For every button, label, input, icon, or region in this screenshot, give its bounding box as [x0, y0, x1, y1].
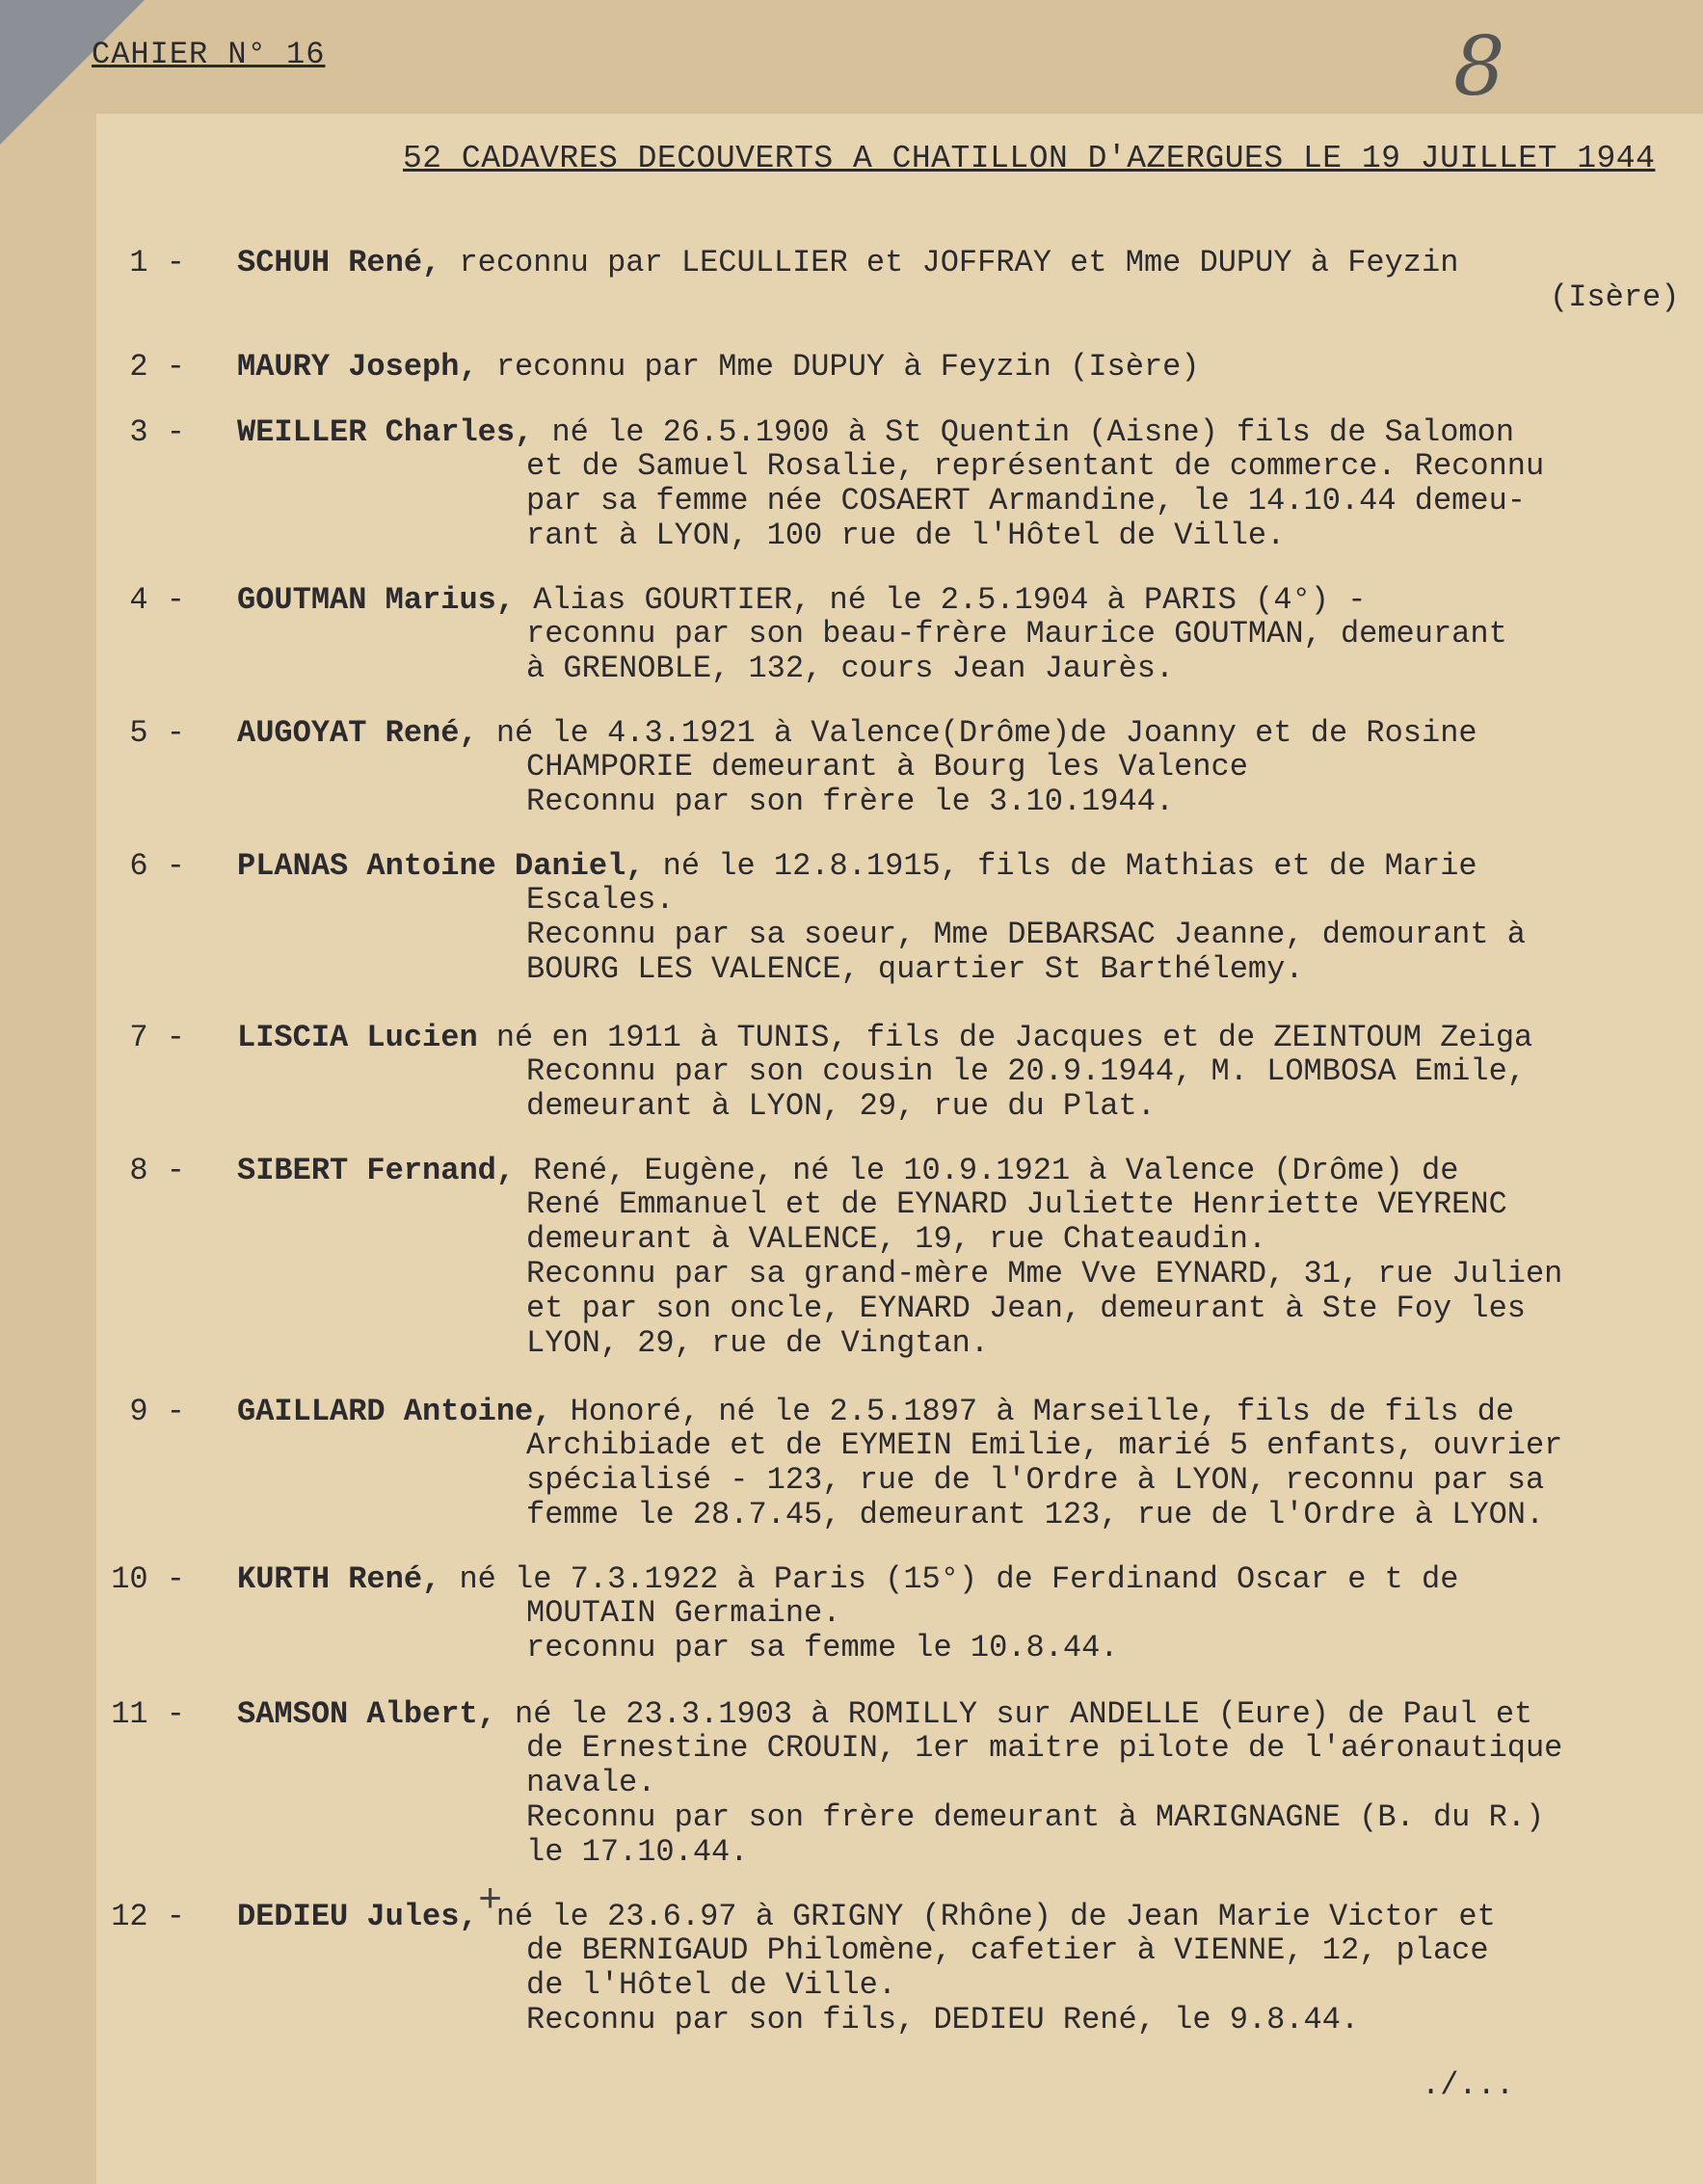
entry-number: 12 - — [111, 1899, 185, 1934]
entry-name: GOUTMAN Marius, — [237, 582, 516, 618]
entry-name: WEILLER Charles, — [237, 414, 534, 450]
entry-text: Honoré, né le 2.5.1897 à Marseille, fils de fils de — [570, 1394, 1515, 1429]
text-line: spécialisé - 123, rue de l'Ordre à LYON, reconnu par sa — [526, 1462, 1545, 1498]
text-line: demeurant à VALENCE, 19, rue Chateaudin. — [526, 1221, 1267, 1257]
text-line: CHAMPORIE demeurant à Bourg les Valence — [526, 749, 1248, 785]
entry-number: 5 - — [129, 715, 185, 751]
entry-text: né le 7.3.1922 à Paris (15°) de Ferdinand Oscar e t de — [459, 1561, 1459, 1597]
text-line: et de Samuel Rosalie, représentant de commerce. Reconnu — [526, 448, 1545, 484]
entry-number: 9 - — [129, 1394, 185, 1429]
entry-first-line — [237, 349, 1200, 385]
entry-first-line — [237, 1394, 1514, 1429]
entry-text: né en 1911 à TUNIS, fils de Jacques et de ZEINTOUM Zeiga — [495, 1020, 1533, 1055]
text-line: demeurant à LYON, 29, rue du Plat. — [526, 1088, 1156, 1124]
text-line: Escales. — [526, 882, 675, 918]
entry-first-line — [237, 1899, 1496, 1934]
text-line: rant à LYON, 100 rue de l'Hôtel de Ville. — [526, 518, 1286, 553]
text-line: Reconnu par son fils, DEDIEU René, le 9.8.44. — [526, 2002, 1360, 2038]
text-line: Archibiade et de EYMEIN Emilie, marié 5 enfants, ouvrier — [526, 1427, 1563, 1463]
entry-continuation — [526, 1054, 1526, 1124]
entry-number: 11 - — [111, 1696, 185, 1732]
text-line: BOURG LES VALENCE, quartier St Barthélemy. — [526, 951, 1304, 987]
text-line: Reconnu par son frère demeurant à MARIGNAGNE (B. du R.) — [526, 1799, 1545, 1835]
entry-first-line — [237, 582, 1366, 618]
entry-name: MAURY Joseph, — [237, 349, 478, 385]
entry-text: né le 26.5.1900 à St Quentin (Aisne) fils de Salomon — [551, 414, 1515, 450]
text-line: René Emmanuel et de EYNARD Juliette Henriette VEYRENC — [526, 1186, 1507, 1222]
entry-name: SAMSON Albert, — [237, 1696, 496, 1732]
entry-number: 3 - — [129, 414, 185, 450]
text-line: Reconnu par son frère le 3.10.1944. — [526, 784, 1175, 819]
text-line: par sa femme née COSAERT Armandine, le 14.10.44 demeu- — [526, 483, 1526, 519]
text-line: Reconnu par sa soeur, Mme DEBARSAC Jeanne, demourant à — [526, 917, 1526, 952]
text-line: LYON, 29, rue de Vingtan. — [526, 1325, 990, 1361]
entry-number: 8 - — [129, 1153, 185, 1188]
entry-name: AUGOYAT René, — [237, 715, 478, 751]
entry-continuation — [526, 449, 1544, 553]
entry-first-line — [237, 1020, 1532, 1055]
text-line: MOUTAIN Germaine. — [526, 1595, 841, 1631]
entry-name: SIBERT Fernand, — [237, 1153, 516, 1188]
entry-text: né le 23.3.1903 à ROMILLY sur ANDELLE (Eure) de Paul et — [515, 1696, 1533, 1732]
entry-name: GAILLARD Antoine, — [237, 1394, 552, 1429]
text-line: de Ernestine CROUIN, 1er maitre pilote de l'aéronautique — [526, 1730, 1563, 1766]
entry-name: KURTH René, — [237, 1561, 441, 1597]
text-line: de l'Hôtel de Ville. — [526, 1967, 897, 2003]
entry-name: PLANAS Antoine Daniel, — [237, 848, 645, 884]
entry-text: Alias GOURTIER, né le 2.5.1904 à PARIS (4°) - — [533, 582, 1367, 618]
entry-number: 2 - — [129, 349, 185, 385]
entry-first-line — [237, 1153, 1458, 1188]
entry-name: DEDIEU Jules, — [237, 1899, 478, 1934]
text-line: reconnu par son beau-frère Maurice GOUTMAN, demeurant — [526, 616, 1507, 652]
entry-continuation — [526, 1187, 1562, 1361]
entry-first-line — [237, 715, 1477, 751]
entry-text: reconnu par Mme DUPUY à Feyzin (Isère) — [495, 349, 1200, 385]
text-line: et par son oncle, EYNARD Jean, demeurant à Ste Foy les — [526, 1291, 1526, 1326]
entry-number: 4 - — [129, 582, 185, 618]
entry-text: reconnu par LECULLIER et JOFFRAY et Mme DUPUY à Feyzin — [459, 245, 1459, 280]
entry-number: 1 - — [129, 245, 185, 280]
handwritten-page-number: 8 — [1453, 19, 1505, 114]
continuation-footer: ./... — [1422, 2067, 1515, 2103]
entry-text: René, Eugène, né le 10.9.1921 à Valence (Drôme) de — [533, 1153, 1459, 1188]
text-line: à GRENOBLE, 132, cours Jean Jaurès. — [526, 651, 1175, 686]
entry-text: né le 23.6.97 à GRIGNY (Rhône) de Jean Marie Victor et — [495, 1899, 1496, 1934]
entry-name: LISCIA Lucien — [237, 1020, 478, 1055]
entry-first-line — [237, 1696, 1532, 1732]
text-line: navale. — [526, 1765, 656, 1800]
entry-number: 10 - — [111, 1561, 185, 1597]
folded-corner — [0, 0, 145, 145]
entry-continuation — [526, 883, 1526, 987]
entry-number: 7 - — [129, 1020, 185, 1055]
cahier-label: CAHIER N° 16 — [92, 37, 326, 72]
text-line: Reconnu par sa grand-mère Mme Vve EYNARD, 31, rue Julien — [526, 1256, 1563, 1292]
entry-first-line — [237, 245, 1458, 280]
entry-continuation — [526, 1596, 1119, 1665]
entry-name: SCHUH René, — [237, 245, 441, 280]
handwritten-cross-mark: + — [478, 1878, 503, 1924]
text-line: le 17.10.44. — [526, 1834, 749, 1870]
entry-continuation — [526, 617, 1507, 686]
entry-continuation — [526, 1428, 1562, 1532]
entry-continuation: (Isère) — [1550, 280, 1680, 315]
entry-text: né le 4.3.1921 à Valence(Drôme)de Joanny et de Rosine — [495, 715, 1477, 751]
entry-continuation — [526, 750, 1248, 819]
entry-first-line — [237, 414, 1514, 450]
entry-continuation — [526, 1933, 1489, 2038]
text-line: Reconnu par son cousin le 20.9.1944, M. LOMBOSA Emile, — [526, 1053, 1526, 1089]
text-line: de BERNIGAUD Philomène, cafetier à VIENNE, 12, place — [526, 1932, 1489, 1968]
text-line: femme le 28.7.45, demeurant 123, rue de l'Ordre à LYON. — [526, 1497, 1545, 1532]
entry-number: 6 - — [129, 848, 185, 884]
entry-first-line — [237, 1561, 1458, 1597]
document-title: 52 CADAVRES DECOUVERTS A CHATILLON D'AZERGUES LE 19 JUILLET 1944 — [403, 141, 1656, 176]
entry-first-line — [237, 848, 1477, 884]
entry-text: né le 12.8.1915, fils de Mathias et de Marie — [662, 848, 1477, 884]
entry-continuation — [526, 1731, 1562, 1870]
text-line: reconnu par sa femme le 10.8.44. — [526, 1630, 1119, 1665]
